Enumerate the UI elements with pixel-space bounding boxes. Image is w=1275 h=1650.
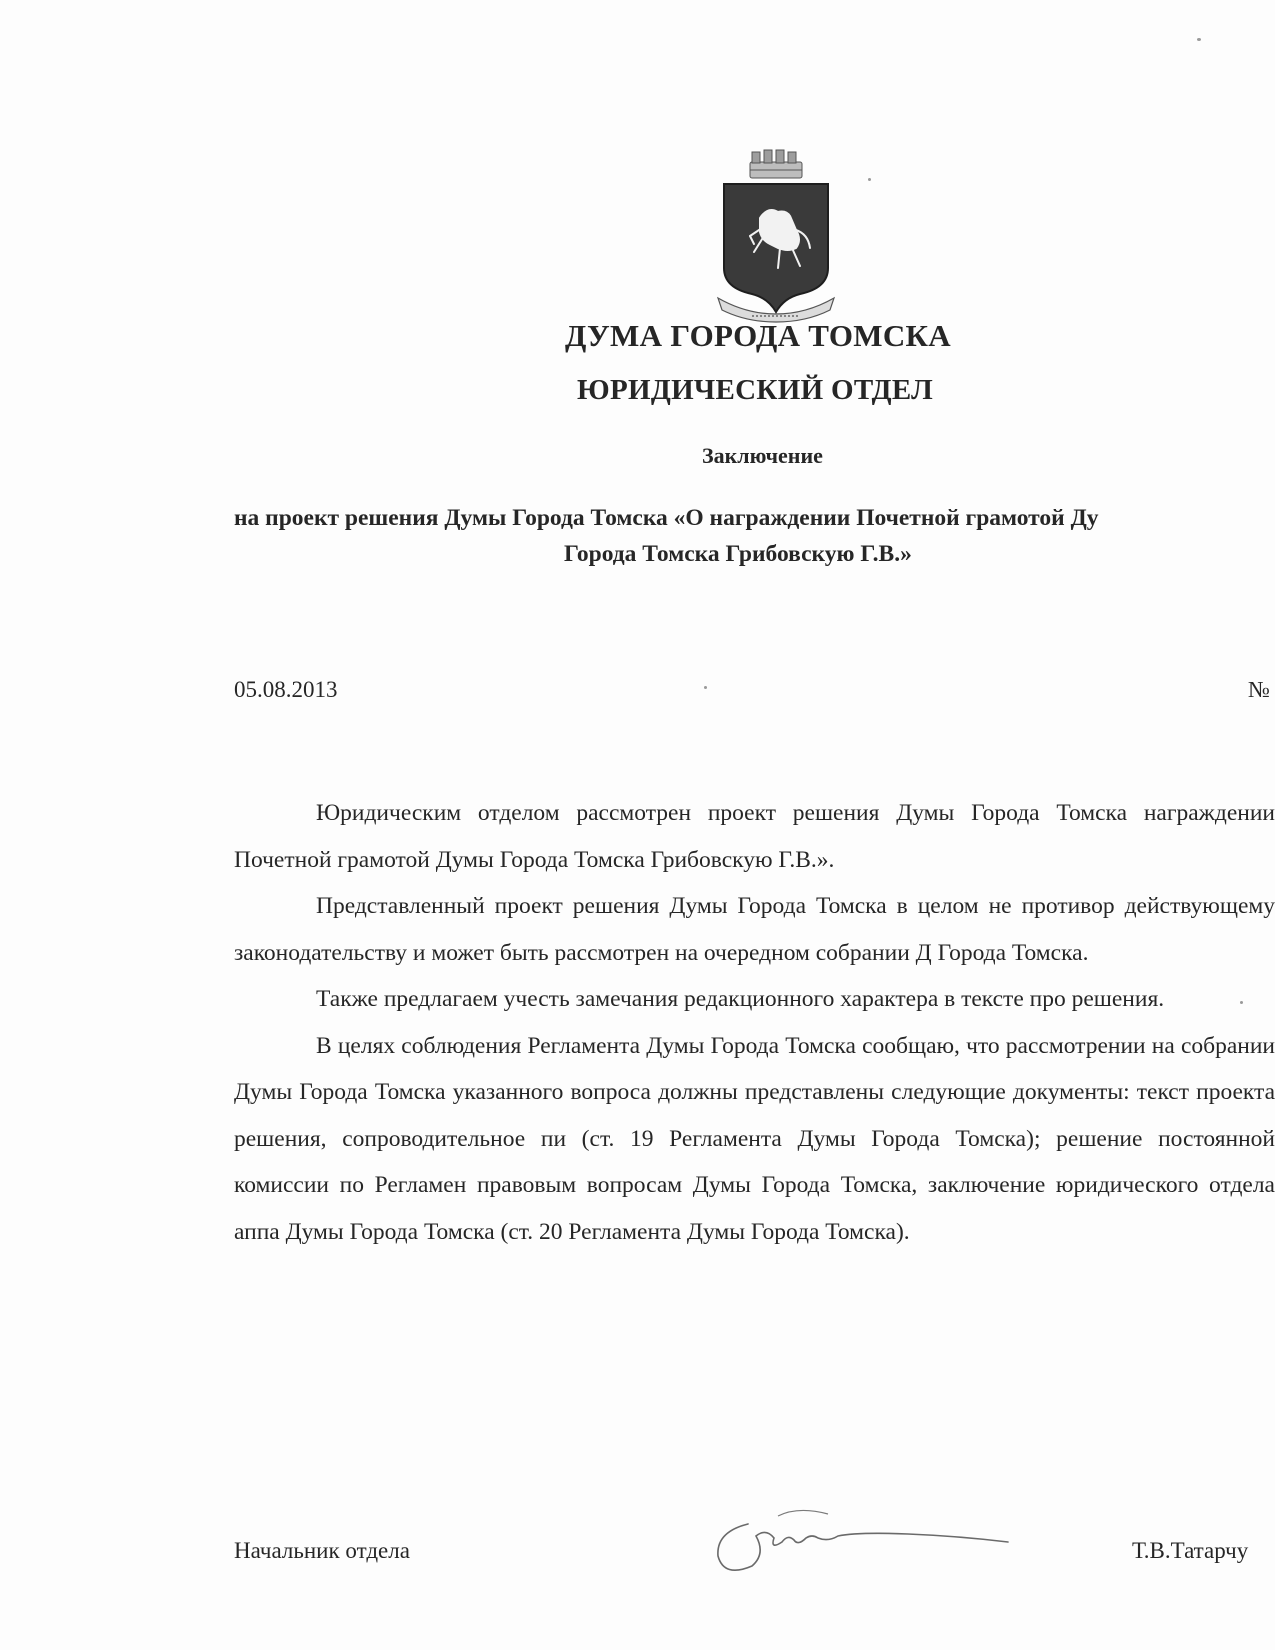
body-paragraph: Также предлагаем учесть замечания редакционного характера в тексте про решения.: [316, 986, 1165, 1012]
document-body: [234, 790, 1275, 1255]
department-title: ЮРИДИЧЕСКИЙ ОТДЕЛ: [577, 374, 934, 406]
body-paragraph: В целях соблюдения Регламента Думы Города Томска сообщаю, что рассмотрении на собрании Думы Города Томска указанного вопроса должны представлены следующие документы: текст проекта решения, сопроводительное пи (ст. 19 Регламента Думы Города Томска); решение постоянной комиссии по Регламен правовым вопросам Думы Города Томска, заключение юридического отдела аппа Думы Города Томска (ст. 20 Регламента Думы Города Томска).: [234, 1032, 1275, 1245]
organization-title: ДУМА ГОРОДА ТОМСКА: [565, 318, 951, 353]
tomsk-coat-of-arms-icon: [716, 148, 836, 326]
document-subject-line: на проект решения Думы Города Томска «О награждении Почетной грамотой Ду: [234, 505, 1099, 531]
document-number-label: №: [1248, 677, 1270, 702]
scan-speck: [704, 686, 707, 689]
document-date: 05.08.2013: [234, 677, 338, 702]
scan-speck: [868, 178, 871, 181]
signatory-title: Начальник отдела: [234, 1538, 410, 1563]
document-subject-line: Города Томска Грибовскую Г.В.»: [564, 541, 912, 567]
body-paragraph: Представленный проект решения Думы Города Томска в целом не противор действующему законодательству и может быть рассмотрен на очередном собрании Д Города Томска.: [234, 893, 1275, 966]
signatory-name: Т.В.Татарчу: [1132, 1538, 1249, 1563]
scan-speck: [1197, 38, 1201, 41]
document-type: Заключение: [702, 443, 823, 468]
handwritten-signature-icon: [708, 1496, 1048, 1586]
body-paragraph: Юридическим отделом рассмотрен проект решения Думы Города Томска награждении Почетной грамотой Думы Города Томска Грибовскую Г.В.».: [234, 800, 1275, 873]
document-subject: [234, 500, 1275, 572]
